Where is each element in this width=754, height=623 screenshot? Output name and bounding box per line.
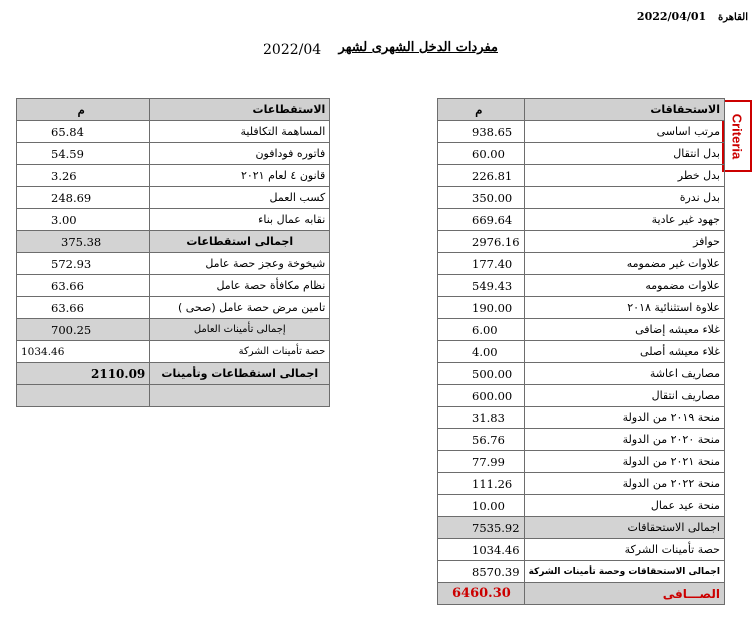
deduction-item-row	[17, 187, 330, 209]
earning-item-label: بدل انتقال	[524, 143, 724, 165]
earning-item-row	[438, 429, 725, 451]
earning-item-label: علاوات غير مضمومه	[524, 253, 724, 275]
earning-item-row	[438, 407, 725, 429]
earning-item-value: 226.81	[438, 165, 525, 187]
deduction-item-row	[17, 143, 330, 165]
earning-item-value: 177.40	[438, 253, 525, 275]
deductions-subtotal-label: اجمالى استقطاعات	[150, 231, 330, 253]
deductions-empty-row	[17, 385, 330, 407]
earning-item-label: منحة ٢٠١٩ من الدولة	[524, 407, 724, 429]
earnings-header-row	[438, 99, 725, 121]
earning-item-value: 56.76	[438, 429, 525, 451]
empty-cell	[150, 385, 330, 407]
earning-item-row	[438, 341, 725, 363]
earning-item-row	[438, 451, 725, 473]
date-value: 2022/04/01	[636, 10, 707, 23]
earning-item-label: حوافز	[524, 231, 724, 253]
deductions-company-ins-value: 1034.46	[17, 341, 150, 363]
deduction-item-value: 3.00	[17, 209, 150, 231]
earnings-total-label: اجمالى الاستحقاقات	[524, 517, 724, 539]
insurance-item-label: نظام مكافأة حصة عامل	[150, 275, 330, 297]
insurance-item-label: شيخوخة وعجز حصة عامل	[150, 253, 330, 275]
earning-item-label: منحة عيد عمال	[524, 495, 724, 517]
earnings-grand-row	[438, 561, 725, 583]
deductions-company-ins-row	[17, 341, 330, 363]
deduction-item-row	[17, 209, 330, 231]
earning-item-row	[438, 363, 725, 385]
earning-item-value: 2976.16	[438, 231, 525, 253]
deduction-item-label: قانون ٤ لعام ٢٠٢١	[150, 165, 330, 187]
insurance-item-row	[17, 297, 330, 319]
deduction-item-label: فاتوره فودافون	[150, 143, 330, 165]
deduction-item-row	[17, 121, 330, 143]
worker-ins-label: إجمالى تأمينات العامل	[150, 319, 330, 341]
earning-item-row	[438, 231, 725, 253]
earning-item-value: 4.00	[438, 341, 525, 363]
earnings-grand-value: 8570.39	[438, 561, 525, 583]
earning-item-row	[438, 253, 725, 275]
net-pay-row	[438, 583, 725, 605]
earning-item-row	[438, 319, 725, 341]
empty-cell	[17, 385, 150, 407]
earning-item-value: 350.00	[438, 187, 525, 209]
earnings-table	[437, 98, 725, 605]
deduction-item-value: 248.69	[17, 187, 150, 209]
deductions-subtotal-value: 375.38	[17, 231, 150, 253]
earning-item-value: 10.00	[438, 495, 525, 517]
deduction-item-label: المساهمة التكافلية	[150, 121, 330, 143]
report-month: 2022/04	[263, 42, 322, 58]
earning-item-row	[438, 495, 725, 517]
deduction-item-row	[17, 165, 330, 187]
earning-item-value: 600.00	[438, 385, 525, 407]
earning-item-value: 31.83	[438, 407, 525, 429]
earning-item-label: جهود غير عادية	[524, 209, 724, 231]
net-pay-value: 6460.30	[438, 583, 525, 605]
deductions-header-value: م	[17, 99, 150, 121]
worker-ins-row	[17, 319, 330, 341]
insurance-item-value: 63.66	[17, 275, 150, 297]
earning-item-row	[438, 143, 725, 165]
earning-item-label: بدل ندرة	[524, 187, 724, 209]
insurance-item-label: تامين مرض حصة عامل (صحى )	[150, 297, 330, 319]
earning-item-row	[438, 187, 725, 209]
earning-item-value: 111.26	[438, 473, 525, 495]
earning-item-row	[438, 385, 725, 407]
earning-item-value: 669.64	[438, 209, 525, 231]
earnings-header-value: م	[438, 99, 525, 121]
deduction-item-value: 65.84	[17, 121, 150, 143]
insurance-item-value: 572.93	[17, 253, 150, 275]
earnings-header-label: الاستحقاقات	[524, 99, 724, 121]
earning-item-value: 77.99	[438, 451, 525, 473]
city-label: القاهرة	[718, 12, 748, 23]
earning-item-label: مرتب اساسى	[524, 121, 724, 143]
deductions-table	[16, 98, 330, 407]
deductions-grand-label: اجمالى استقطاعات وتأمينات	[150, 363, 330, 385]
earning-item-value: 938.65	[438, 121, 525, 143]
earnings-company-ins-row	[438, 539, 725, 561]
earning-item-label: مصاريف اعاشة	[524, 363, 724, 385]
earning-item-row	[438, 121, 725, 143]
earning-item-label: علاوات مضمومه	[524, 275, 724, 297]
criteria-label: Criteria	[729, 113, 745, 159]
earning-item-value: 549.43	[438, 275, 525, 297]
earning-item-label: غلاء معيشه إضافى	[524, 319, 724, 341]
insurance-item-value: 63.66	[17, 297, 150, 319]
earning-item-row	[438, 165, 725, 187]
earning-item-row	[438, 297, 725, 319]
earnings-grand-label: اجمالى الاستحقاقات وحصة تأمينات الشركة	[524, 561, 724, 583]
earning-item-label: منحة ٢٠٢٢ من الدولة	[524, 473, 724, 495]
insurance-item-row	[17, 275, 330, 297]
earning-item-value: 6.00	[438, 319, 525, 341]
deductions-grand-row	[17, 363, 330, 385]
earning-item-label: غلاء معيشه أصلى	[524, 341, 724, 363]
deduction-item-value: 3.26	[17, 165, 150, 187]
deductions-company-ins-label: حصة تأمينات الشركة	[150, 341, 330, 363]
earning-item-label: مصاريف انتقال	[524, 385, 724, 407]
earning-item-row	[438, 209, 725, 231]
earnings-company-ins-label: حصة تأمينات الشركة	[524, 539, 724, 561]
deduction-item-label: نقابه عمال بناء	[150, 209, 330, 231]
earning-item-label: منحة ٢٠٢٠ من الدولة	[524, 429, 724, 451]
criteria-button[interactable]	[722, 100, 752, 172]
deductions-grand-value: 2110.09	[17, 363, 150, 385]
deductions-header-label: الاستقطاعات	[150, 99, 330, 121]
earning-item-label: منحة ٢٠٢١ من الدولة	[524, 451, 724, 473]
worker-ins-value: 700.25	[17, 319, 150, 341]
deduction-item-value: 54.59	[17, 143, 150, 165]
page-title: مفردات الدخل الشهرى لشهر	[338, 40, 498, 55]
earning-item-value: 190.00	[438, 297, 525, 319]
earning-item-label: بدل خطر	[524, 165, 724, 187]
earning-item-label: علاوة استثنائية ٢٠١٨	[524, 297, 724, 319]
earning-item-row	[438, 473, 725, 495]
deduction-item-label: كسب العمل	[150, 187, 330, 209]
net-pay-label: الصـــافى	[524, 583, 724, 605]
insurance-item-row	[17, 253, 330, 275]
deductions-header-row	[17, 99, 330, 121]
earnings-company-ins-value: 1034.46	[438, 539, 525, 561]
earning-item-value: 60.00	[438, 143, 525, 165]
deductions-subtotal-row	[17, 231, 330, 253]
earnings-total-value: 7535.92	[438, 517, 525, 539]
earnings-total-row	[438, 517, 725, 539]
earning-item-row	[438, 275, 725, 297]
earning-item-value: 500.00	[438, 363, 525, 385]
report-date	[626, 10, 748, 26]
